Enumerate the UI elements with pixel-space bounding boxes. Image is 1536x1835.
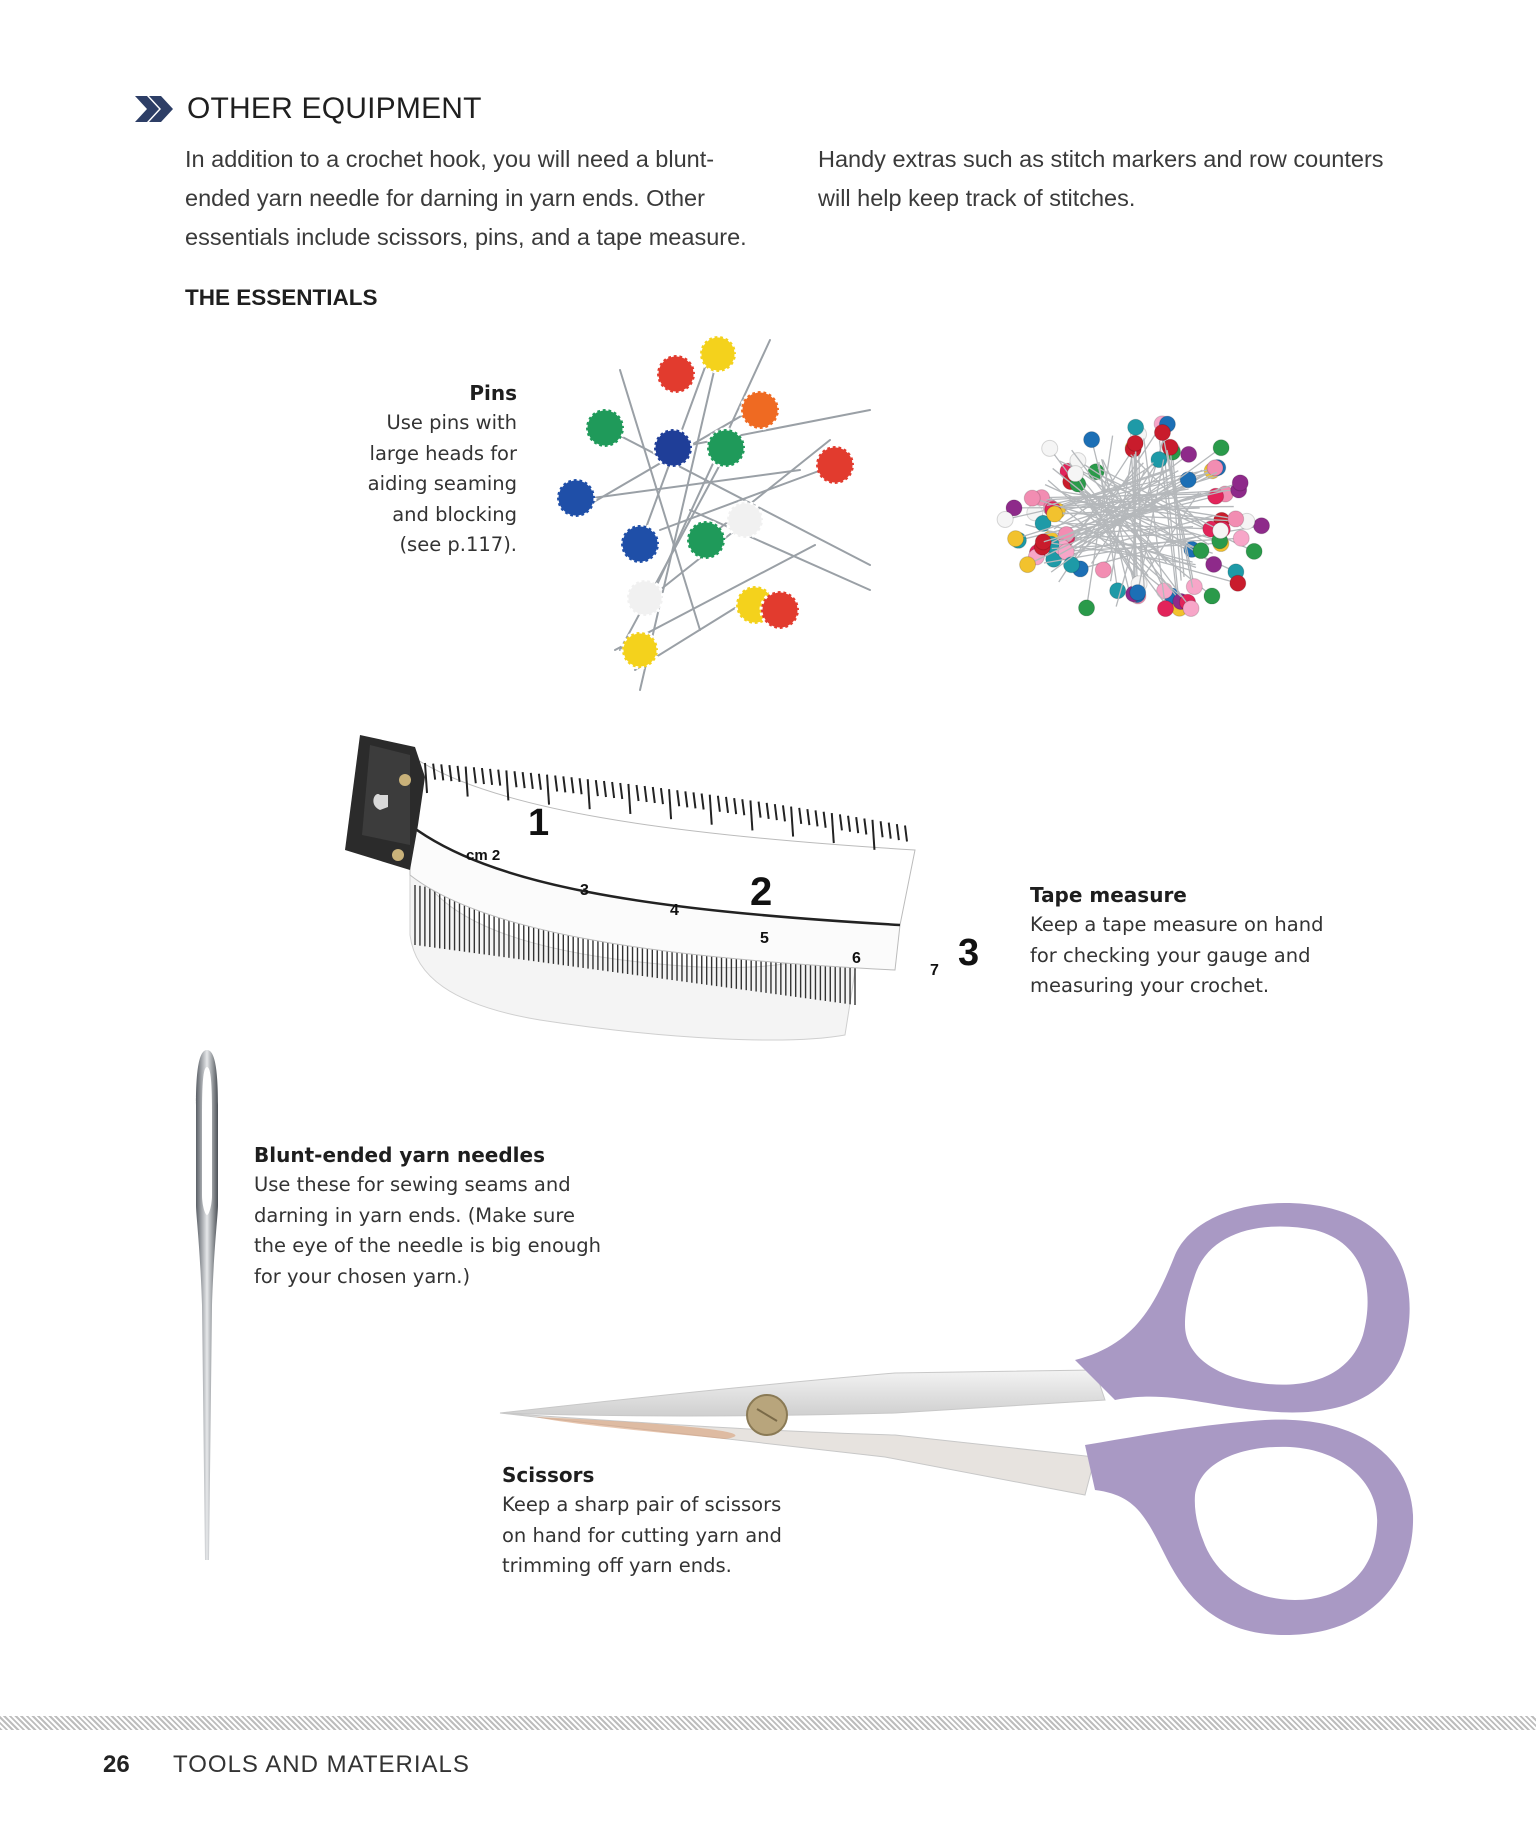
tape-tick	[612, 782, 614, 798]
tape-tick	[856, 817, 858, 833]
tape-tick	[872, 820, 874, 850]
tape-tick	[506, 770, 508, 800]
tape-tick	[563, 776, 565, 792]
tape-tick	[498, 770, 500, 786]
tape-cm-6: 6	[852, 950, 861, 967]
pearl-pin-head	[1130, 585, 1146, 601]
pearl-pin-head	[1047, 506, 1063, 522]
pearl-pin-head	[1232, 475, 1248, 491]
pearl-pin-head	[1064, 557, 1080, 573]
tape-tick	[897, 824, 899, 840]
subheading: THE ESSENTIALS	[185, 285, 378, 310]
tape-cm-3: 3	[580, 882, 589, 899]
tape-tick	[539, 774, 541, 790]
tape-tick	[474, 767, 476, 783]
tape-tick	[490, 769, 492, 785]
tape-tick	[824, 812, 826, 828]
intro-left-line: In addition to a crochet hook, you will need a blunt-	[185, 146, 715, 172]
intro-left	[185, 140, 765, 257]
large-head-pins-image	[540, 330, 900, 700]
tape-tick	[710, 795, 712, 825]
caption-line: large heads for	[369, 441, 517, 465]
tape-tick	[571, 777, 573, 793]
tape-tick	[799, 808, 801, 824]
pearl-pin-head	[1079, 600, 1095, 616]
pearl-pin-head	[1008, 531, 1024, 547]
tape-tick	[791, 807, 793, 837]
caption-line: on hand for cutting yarn and	[502, 1523, 782, 1547]
caption-title: Blunt-ended yarn needles	[254, 1143, 546, 1167]
pearl-pin-head	[1233, 530, 1249, 546]
tape-tick	[840, 814, 842, 830]
tape-tick	[832, 813, 834, 843]
intro-left-line: essentials include scissors, pins, and a tape measure.	[185, 224, 747, 250]
pins-caption	[330, 378, 517, 561]
tape-tick	[783, 805, 785, 821]
tape-tick	[848, 816, 850, 832]
pearl-pin-head	[1180, 472, 1196, 488]
pearl-pin-head	[1228, 511, 1244, 527]
tape-tick	[750, 800, 752, 830]
pearl-pin-head	[1127, 435, 1143, 451]
tape-cm-5: 5	[760, 930, 769, 947]
tape-tick	[807, 809, 809, 825]
pearl-pin-head	[1128, 419, 1144, 435]
caption-line: Keep a tape measure on hand	[1030, 913, 1324, 936]
tape-cm-label: cm 2	[466, 847, 501, 864]
tape-tick	[628, 784, 630, 814]
caption-title: Tape measure	[1030, 883, 1187, 907]
caption-line: (see p.117).	[399, 533, 517, 556]
tape-tick	[775, 804, 777, 820]
tape-measure-image	[340, 735, 1010, 1045]
tape-tick	[637, 785, 639, 801]
tape-caption	[1030, 880, 1410, 1002]
pearl-pin-head	[1246, 543, 1262, 559]
tape-cm-7: 7	[930, 962, 939, 979]
pearl-pin-head	[1024, 490, 1040, 506]
caption-line: trimming off yarn ends.	[502, 1554, 732, 1577]
pearl-pin-head	[1020, 557, 1036, 573]
pearl-pin-head	[1181, 446, 1197, 462]
tape-tick	[604, 781, 606, 797]
tape-tick	[816, 810, 818, 826]
tape-tick	[555, 776, 557, 792]
caption-line: for your chosen yarn.)	[254, 1264, 471, 1288]
tape-tick	[726, 797, 728, 813]
tape-tick	[864, 818, 866, 834]
tape-tick	[881, 821, 883, 837]
pearl-pin-head	[1213, 523, 1229, 539]
caption-line: and blocking	[392, 502, 517, 526]
tape-tick	[669, 789, 671, 819]
section-heading	[133, 92, 482, 126]
tape-number-2: 2	[750, 870, 773, 914]
pearl-pin-head	[1151, 452, 1167, 468]
intro-right-line: will help keep track of stitches.	[818, 185, 1136, 211]
caption-line: Keep a sharp pair of scissors	[502, 1493, 782, 1516]
tape-tick	[645, 786, 647, 802]
pearl-pin-head	[1213, 440, 1229, 456]
tape-tick	[767, 803, 769, 819]
pearl-pin-head	[1183, 600, 1199, 616]
pearl-pin-head	[997, 511, 1013, 527]
page-number: 26	[103, 1751, 130, 1778]
pearl-pin-head	[1154, 425, 1170, 441]
tape-tick	[661, 788, 663, 804]
tape-number-1: 1	[528, 802, 550, 844]
pearl-pin-head	[1206, 556, 1222, 572]
caption-line: measuring your crochet.	[1030, 974, 1270, 997]
intro-right	[818, 140, 1418, 218]
caption-line: the eye of the needle is big enough	[254, 1234, 602, 1257]
footer-divider	[0, 1716, 1536, 1730]
tape-tick	[905, 826, 907, 842]
pearl-pin-head	[1095, 562, 1111, 578]
pearl-pin-head	[1254, 518, 1270, 534]
tape-tick	[693, 792, 695, 808]
tape-number-3: 3	[958, 932, 980, 974]
pearl-pin-head	[1230, 575, 1246, 591]
tape-tick	[482, 768, 484, 784]
tape-tick	[734, 798, 736, 814]
pearl-pin-head	[1193, 543, 1209, 559]
yarn-needle-image	[192, 1045, 222, 1565]
tape-tick	[620, 783, 622, 799]
caption-line: Use these for sewing seams and	[254, 1173, 571, 1196]
tape-tick	[889, 823, 891, 839]
pearl-pin-head	[1035, 534, 1051, 550]
intro-left-line: ended yarn needle for darning in yarn ends. Other	[185, 185, 705, 211]
pearl-pin-head	[1084, 432, 1100, 448]
pearl-pin-head	[1110, 583, 1126, 599]
caption-line: aiding seaming	[367, 472, 517, 495]
pearl-pin-head	[1186, 579, 1202, 595]
tape-tick	[742, 799, 744, 815]
tape-tick	[685, 791, 687, 807]
intro-right-line: Handy extras such as stitch markers and row counters	[818, 146, 1384, 172]
pearl-pin-head	[1204, 588, 1220, 604]
double-chevron-icon	[133, 92, 175, 126]
caption-title: Pins	[469, 381, 517, 405]
tape-tick	[718, 796, 720, 812]
pearl-pin-head	[1067, 466, 1083, 482]
page-title: OTHER EQUIPMENT	[187, 92, 482, 125]
caption-line: for checking your gauge and	[1030, 943, 1311, 967]
caption-line: darning in yarn ends. (Make sure	[254, 1203, 575, 1227]
tape-tick	[588, 779, 590, 809]
tape-tick	[531, 773, 533, 789]
caption-title: Scissors	[502, 1463, 595, 1487]
tape-tick	[580, 778, 582, 794]
tape-tick	[547, 775, 549, 805]
scissors-caption	[502, 1460, 882, 1582]
tape-tick	[759, 802, 761, 818]
tape-tick	[653, 787, 655, 803]
tape-cm-4: 4	[670, 902, 679, 919]
pearl-pin-head	[1042, 440, 1058, 456]
tape-tick	[702, 794, 704, 810]
tape-tick	[523, 772, 525, 788]
pearl-pins-image	[920, 290, 1350, 750]
pearl-pin-head	[1157, 601, 1173, 617]
pin-shaft	[1134, 454, 1135, 594]
section-name: TOOLS AND MATERIALS	[173, 1751, 470, 1778]
tape-tick	[514, 771, 516, 787]
tape-tick	[677, 790, 679, 806]
caption-line: Use pins with	[386, 411, 517, 434]
tape-tick	[596, 780, 598, 796]
